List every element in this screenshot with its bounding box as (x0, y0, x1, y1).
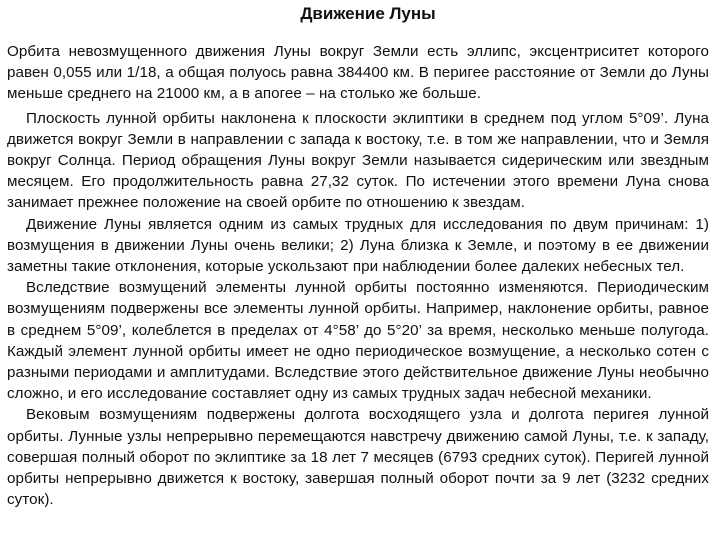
paragraph-research-difficulty: Движение Луны является одним из самых трудных для исследования по двум причинам: 1) возмущения в движении Луны очень велики; 2) Луна близка к Земле, и поэтому в ее движении заметны такие отклонения, которые ускользают при наблюдении более далеких небесных тел. (7, 215, 709, 276)
paragraph-periodic-perturbations: Вследствие возмущений элементы лунной орбиты постоянно изменяются. Периодическим возмущениям подвержены все элементы лунной орбиты. Например, наклонение орбиты, равное в среднем 5°09’, колеблется в пределах от 4°58’ до 5°20’ за время, несколько меньше полугода. Каждый элемент лунной орбиты имеет не одно периодическое возмущение, а несколько сотен с разными периодами и амплитудами. Вследствие этого действительное движение Луны необычно сложно, и его исследование составляет одну из самых трудных задач небесной механики. (7, 279, 709, 403)
paragraph-orbit: Орбита невозмущенного движения Луны вокруг Земли есть эллипс, эксцентриситет которого равен 0,055 или 1/18, а общая полуось равна 384400 км. В перигее расстояние от Земли до Луны меньше среднего на 21000 км, а в апогее – на столько же больше. (7, 43, 709, 103)
paragraph-orbital-plane: Плоскость лунной орбиты наклонена к плоскости эклиптики в среднем под углом 5°09’. Луна движется вокруг Земли в направлении с запада к востоку, т.е. в том же направлении, что и Земля вокруг Солнца. Период обращения Луны вокруг Земли называется сидерическим или звездным месяцем. Его продолжительность равна 27,32 суток. По истечении этого времени Луна снова занимает прежнее положение на своей орбите по отношению к звездам. (7, 109, 709, 212)
page-title: Движение Луны (300, 4, 436, 23)
paragraph-secular-perturbations: Вековым возмущениям подвержены долгота восходящего узла и долгота перигея лунной орбиты. Лунные узлы непрерывно перемещаются навстречу движению самой Луны, т.е. к западу, совершая полный оборот по эклиптике за 18 лет 7 месяцев (6793 средних суток). Перигей лунной орбиты непрерывно движется к востоку, завершая полный оборот почти за 9 лет (3232 средних суток). (7, 406, 709, 509)
